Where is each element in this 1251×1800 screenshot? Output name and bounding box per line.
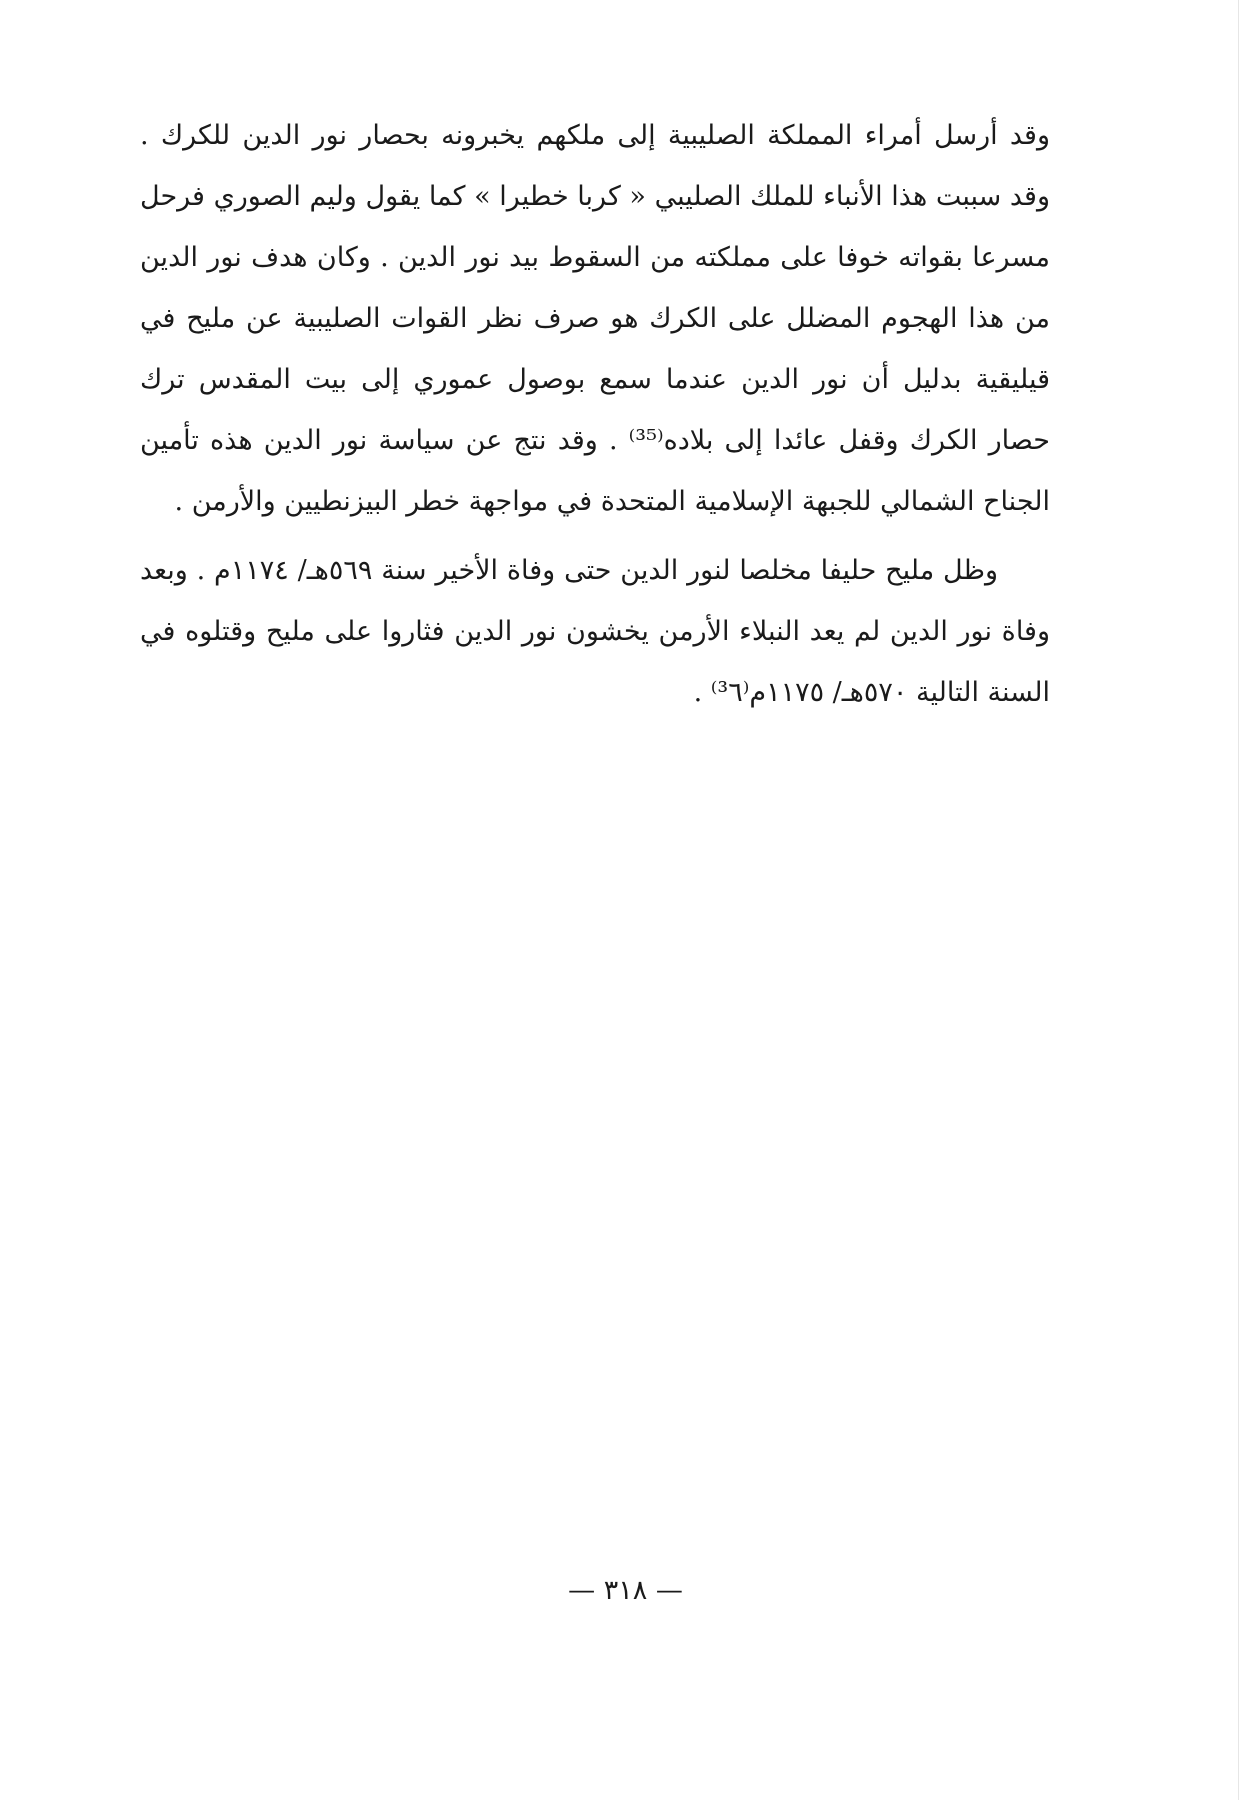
body-text (140, 105, 1050, 723)
scan-edge-line (1238, 0, 1239, 1800)
paragraph-2: وظل مليح حليفا مخلصا لنور الدين حتى وفاة الأخير سنة ٥٦٩هـ/ ١١٧٤م . وبعد وفاة نور الدين لم يعد النبلاء الأرمن يخشون نور الدين فثاروا على مليح وقتلوه في السنة التالية ٥٧٠هـ/ ١١٧٥م⁽³٦⁾ . (140, 555, 1050, 708)
page-number: — ٣١٨ — (568, 1575, 683, 1606)
paragraph-1: وقد أرسل أمراء المملكة الصليبية إلى ملكهم يخبرونه بحصار نور الدين للكرك . وقد سببت هذا الأنباء للملك الصليبي « كربا خطيرا » كما يقول وليم الصوري فرحل مسرعا بقواته خوفا على مملكته من السقوط بيد نور الدين . وكان هدف نور الدين من هذا الهجوم المضلل على الكرك هو صرف نظر القوات الصليبية عن مليح في قيليقية بدليل أن نور الدين عندما سمع بوصول عموري إلى بيت المقدس ترك حصار الكرك وقفل عائدا إلى بلاده⁽³⁵⁾ . وقد نتج عن سياسة نور الدين هذه تأمين الجناح الشمالي للجبهة الإسلامية المتحدة في مواجهة خطر البيزنطيين والأرمن . (140, 120, 1051, 517)
